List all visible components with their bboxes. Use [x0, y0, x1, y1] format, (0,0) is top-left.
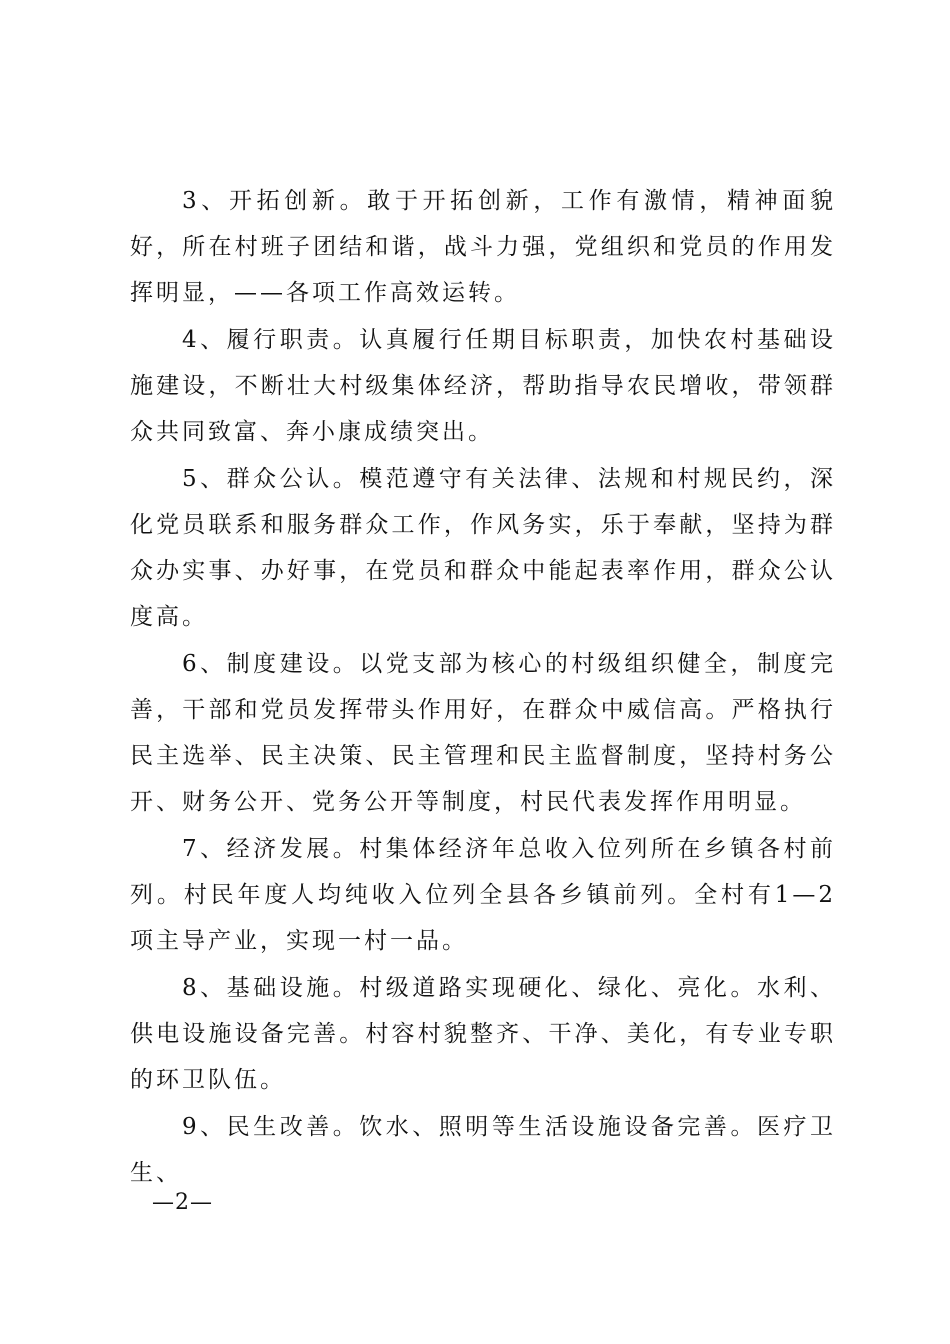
- document-body: [130, 178, 836, 1197]
- paragraph-4-duties: 4、履行职责。认真履行任期目标职责，加快农村基础设施建设，不断壮大村级集体经济，帮助指导农民增收，带领群众共同致富、奔小康成绩突出。: [130, 327, 836, 445]
- paragraph-5-public-recognition: 5、群众公认。模范遵守有关法律、法规和村规民约，深化党员联系和服务群众工作，作风务实，乐于奉献，坚持为群众办实事、办好事，在党员和群众中能起表率作用，群众公认度高。: [130, 466, 836, 630]
- paragraph-6-system-building: 6、制度建设。以党支部为核心的村级组织健全，制度完善，干部和党员发挥带头作用好，在群众中威信高。严格执行民主选举、民主决策、民主管理和民主监督制度，坚持村务公开、财务公开、党务公开等制度，村民代表发挥作用明显。: [130, 651, 836, 815]
- page-number: —2—: [152, 1190, 213, 1215]
- paragraph-8-infrastructure: 8、基础设施。村级道路实现硬化、绿化、亮化。水利、供电设施设备完善。村容村貌整齐、干净、美化，有专业专职的环卫队伍。: [130, 975, 836, 1093]
- paragraph-3-innovation: 3、开拓创新。敢于开拓创新，工作有激情，精神面貌好，所在村班子团结和谐，战斗力强，党组织和党员的作用发挥明显，——各项工作高效运转。: [130, 188, 836, 306]
- paragraph-7-economic-development: 7、经济发展。村集体经济年总收入位列所在乡镇各村前列。村民年度人均纯收入位列全县各乡镇前列。全村有1—2项主导产业，实现一村一品。: [130, 836, 836, 954]
- paragraph-9-livelihood: 9、民生改善。饮水、照明等生活设施设备完善。医疗卫生、: [130, 1114, 836, 1186]
